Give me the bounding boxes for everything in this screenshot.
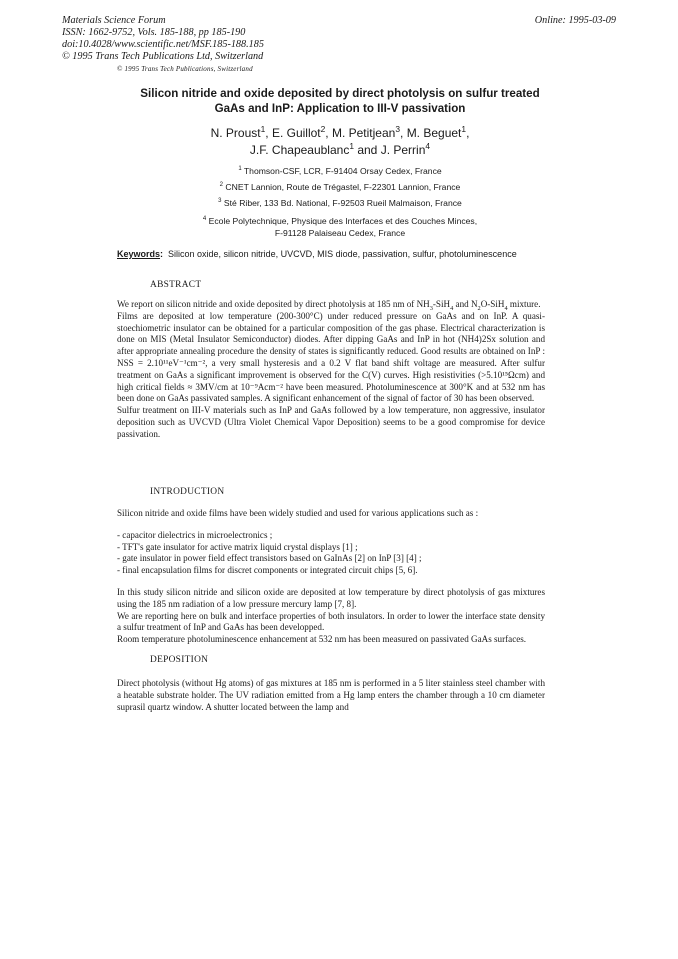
list-item: - TFT's gate insulator for active matrix liquid crystal displays [1] ; <box>117 541 358 552</box>
intro-paragraph-4: Room temperature photoluminescence enhancement at 532 nm has been measured on passivated GaAs surfaces. <box>117 634 527 645</box>
affiliation-3 <box>90 195 590 211</box>
text-run: -SiH <box>432 299 451 309</box>
author-sep: , <box>466 126 470 140</box>
application-list <box>117 530 545 577</box>
list-item: - final encapsulation films for discret components or integrated circuit chips [5, 6]. <box>117 565 418 576</box>
author-affil-sup: 3 <box>395 124 401 134</box>
keywords-label: Keywords <box>117 249 161 259</box>
author-name: M. Petitjean <box>331 126 396 140</box>
text-run: NH <box>416 299 430 309</box>
affiliation-4 <box>90 215 590 239</box>
author-line-2 <box>90 142 590 159</box>
title-line-1: Silicon nitride and oxide deposited by direct photolysis on sulfur treated <box>140 87 540 100</box>
text-run: We report on silicon nitride and oxide deposited by direct photolysis at 185 nm of <box>117 299 417 309</box>
affil-text: Thomson-CSF, LCR, F-91404 Orsay Cedex, France <box>243 166 442 176</box>
author-affil-sup: 1 <box>349 141 354 151</box>
online-date: Online: 1995-03-09 <box>534 15 616 26</box>
author-sep: and <box>354 143 381 157</box>
intro-paragraph-2: In this study silicon nitride and silicon oxide are deposited at low temperature by direct photolysis of gas mixtures using the 185 nm radiation of a low pressure mercury lamp [7, 8]. <box>117 586 545 609</box>
author-sep: , <box>325 126 332 140</box>
author-line-1 <box>90 125 590 142</box>
keywords-text: Silicon oxide, silicon nitride, UVCVD, MIS diode, passivation, sulfur, photoluminescence <box>168 249 517 259</box>
text-run: mixture. <box>507 299 541 309</box>
affiliation-2 <box>90 179 590 195</box>
deposition-paragraph-1: Direct photolysis (without Hg atoms) of gas mixtures at 185 nm is performed in a 5 liter stainless steel chamber with a heatable substrate holder. The UV radiation emitted from a Hg lamp enters the chamber through a 10 cm diameter suprasil quartz window. A shutter located between the lamp and <box>117 678 545 712</box>
affiliation-1 <box>90 163 590 179</box>
abstract-paragraph-1 <box>117 299 545 311</box>
subscript: 4 <box>504 304 508 312</box>
copyright-line: © 1995 Trans Tech Publications Ltd, Switzerland <box>62 51 264 62</box>
author-name: J.F. Chapeaublanc <box>249 143 350 157</box>
introduction-heading: INTRODUCTION <box>150 487 225 497</box>
author-affil-sup: 4 <box>425 141 431 151</box>
author-name: J. Perrin <box>380 143 426 157</box>
doi-line: doi:10.4028/www.scientific.net/MSF.185-188.185 <box>62 39 264 50</box>
deposition-body <box>117 678 545 713</box>
list-item: - gate insulator in power field effect transistors based on GaInAs [2] on InP [3] [4] ; <box>117 553 422 564</box>
author-affil-sup: 1 <box>461 124 467 134</box>
introduction-body <box>117 508 545 646</box>
affil-text-2: F-91128 Palaiseau Cedex, France <box>274 228 406 238</box>
abstract-paragraph-3: Sulfur treatment on III-V materials such as InP and GaAs followed by a low temperature, non aggressive, insulator deposition such as UVCVD (Ultra Violet Chemical Vapor Deposition) seems to be a good compromise for device passivation. <box>117 405 545 439</box>
author-list <box>90 125 590 159</box>
issn-line: ISSN: 1662-9752, Vols. 185-188, pp 185-190 <box>62 27 246 38</box>
copyright-small: © 1995 Trans Tech Publications, Switzerland <box>117 65 253 73</box>
subscript: 2 <box>477 304 481 312</box>
abstract-body <box>117 299 545 441</box>
author-name: M. Beguet <box>406 126 462 140</box>
journal-header <box>62 15 264 75</box>
author-sep: , <box>400 126 407 140</box>
affil-text: CNET Lannion, Route de Trégastel, F-22301 Lannion, France <box>225 182 461 192</box>
deposition-heading: DEPOSITION <box>150 655 209 665</box>
affil-sup: 3 <box>218 198 222 205</box>
keywords: Keywords: Silicon oxide, silicon nitride, UVCVD, MIS diode, passivation, sulfur, photoluminescence <box>117 249 517 259</box>
author-name: N. Proust <box>210 126 261 140</box>
affil-sup: 1 <box>238 166 242 173</box>
text-run: and N <box>453 299 478 309</box>
intro-paragraph-1: Silicon nitride and oxide films have been widely studied and used for various applications such as : <box>117 508 479 518</box>
author-affil-sup: 2 <box>320 124 326 134</box>
affil-sup: 4 <box>202 216 207 223</box>
author-sep: , <box>265 126 272 140</box>
list-item: - capacitor dielectrics in microelectronics ; <box>117 529 273 540</box>
affiliation-list <box>90 163 590 239</box>
affil-text: Ecole Polytechnique, Physique des Interfaces et des Couches Minces, <box>208 216 478 226</box>
author-name: E. Guillot <box>271 126 321 140</box>
affil-sup: 2 <box>219 182 224 189</box>
text-run: O-SiH <box>480 299 505 309</box>
author-affil-sup: 1 <box>260 124 266 134</box>
journal-name: Materials Science Forum <box>62 15 166 26</box>
abstract-paragraph-2: Films are deposited at low temperature (200-300°C) under reduced pressure on GaAs and on InP. A quasi-stoechiometric insulator can be obtained for a particular composition of the gas phase. Electrical characterization is done on MIS (Metal Insulator Semiconductor) diodes. After dipping GaAs and InP in hot (NH4)2Sx solution and after appropriate annealing procedure the density of states is significantly reduced. Good results are obtained on InP : NSS = 2.10¹¹eV⁻¹cm⁻², a very small hysteresis and a 0.2 V flat band shift voltage are measured. After sulfur treatment on GaAs a significant improvement is observed for the C(V) curves. High resistivities (>5.10¹⁵Ωcm) and high critical fields ≈ 3MV/cm at 10⁻⁹Acm⁻² have been measured. Photoluminescence at 300°K and at 532 nm has been done on GaAs passivated samples. A significant enhancement of the signal of factor of 30 has been observed. <box>117 310 545 404</box>
subscript: 4 <box>450 304 454 312</box>
intro-paragraph-3: We are reporting here on bulk and interface properties of both insulators. In order to lower the interface state density a sulfur treatment of InP and GaAs has been developped. <box>117 610 545 633</box>
affil-text: Sté Riber, 133 Bd. National, F-92503 Rueil Malmaison, France <box>223 198 462 208</box>
subscript: 3 <box>429 304 433 312</box>
abstract-heading: ABSTRACT <box>150 280 202 290</box>
paper-title <box>90 86 590 116</box>
title-line-2: GaAs and InP: Application to III-V passivation <box>214 102 466 115</box>
